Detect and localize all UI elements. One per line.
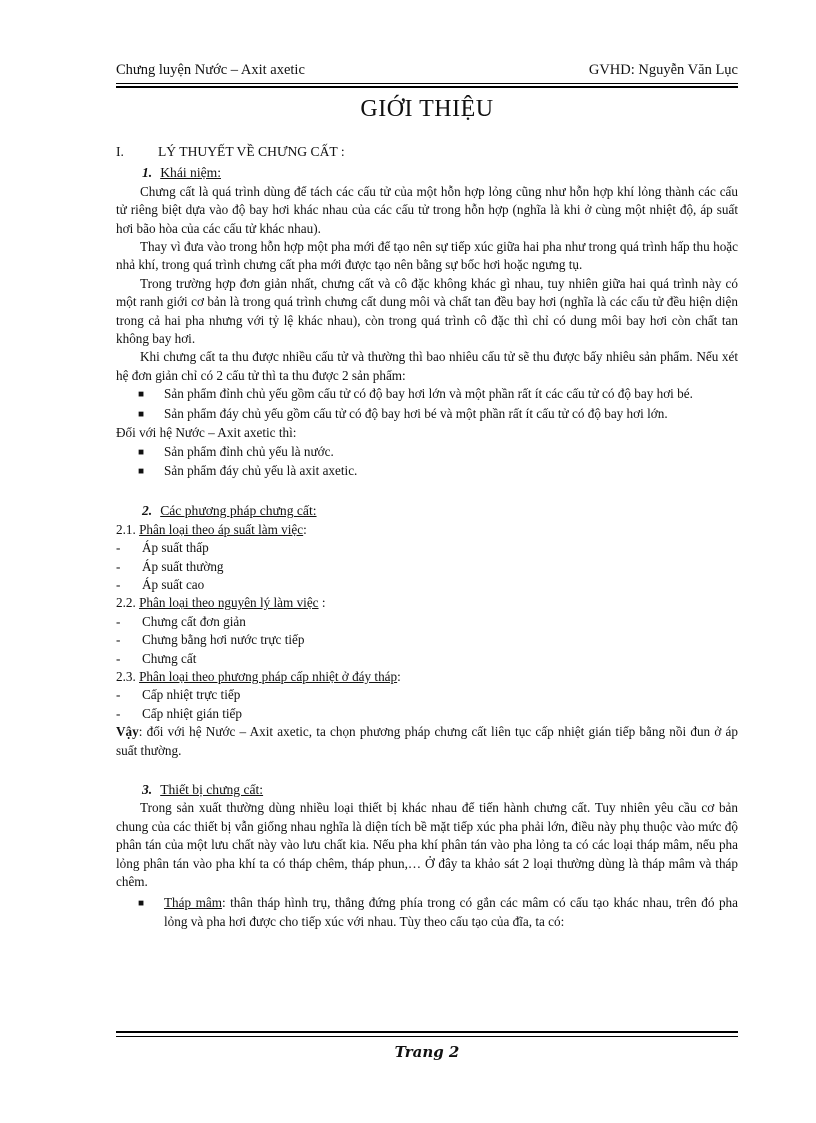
dash-item-text: Áp suất thường <box>142 558 224 574</box>
page-number: Trang 2 <box>394 1043 460 1061</box>
paragraph: Trong trường hợp đơn giản nhất, chưng cất và cô đặc không khác gì nhau, tuy nhiên giữa hai quá trình này có một ranh giới cơ bản là trong quá trình chưng cất dung môi và chất tan đều bay hơi (nghĩa là các cấu tử đều hiện diện trong cả hai pha nhưng với tỷ lệ khác nhau), còn trong quá trình cô đặc thì chỉ có dung môi bay hơi còn chất tan không bay hơi. <box>116 275 738 347</box>
dash-item-text: Cấp nhiệt trực tiếp <box>142 687 241 703</box>
header-rule-thin <box>116 83 738 84</box>
classification-title: Phân loại theo áp suất làm việc <box>139 521 304 537</box>
dash-item: - Chưng cất đơn giản <box>116 613 738 631</box>
classification-title: Phân loại theo phương pháp cấp nhiệt ở đáy tháp <box>139 668 398 684</box>
dash-item: - Áp suất cao <box>116 576 738 594</box>
footer-rule-thick <box>116 1031 738 1033</box>
subsection-heading-2 <box>142 502 738 520</box>
dash-item-text: Chưng bằng hơi nước trực tiếp <box>142 632 305 648</box>
square-bullet-icon: ■ <box>138 465 145 477</box>
dash-item: - Chưng cất <box>116 650 738 668</box>
paragraph: Khi chưng cất ta thu được nhiều cấu tử và thường thì bao nhiêu cấu tử sẽ thu được bấy nhiêu sản phẩm. Nếu xét hệ đơn giản chỉ có 2 cấu tử thì ta thu được 2 sản phẩm: <box>116 349 738 383</box>
header-instructor: GVHD: Nguyễn Văn Lục <box>588 62 738 78</box>
conclusion-text: : đối với hệ Nước – Axit axetic, ta chọn phương pháp chưng cất liên tục cấp nhiệt gián tiếp bằng nồi đun ở áp suất thường. <box>116 724 738 758</box>
classification-number: 2.1. <box>116 521 136 537</box>
paragraph: Trong sản xuất thường dùng nhiều loại thiết bị khác nhau để tiến hành chưng cất. Tuy nhiên yêu cầu cơ bản chung của các thiết bị vẫn giống nhau nghĩa là diện tích bề mặt tiếp xúc pha phải lớn, điều này phụ thuộc vào mức độ phân tán của một lưu chất này vào lưu chất kia. Nếu pha khí phân tán vào pha lỏng ta có các loại tháp mâm, nếu pha lỏng phân tán vào pha khí ta có tháp chêm, tháp phun,… Ở đây ta khảo sát 2 loại thường dùng là tháp mâm và tháp chêm. <box>116 800 738 890</box>
classification-heading: 2.2. Phân loại theo nguyên lý làm việc : <box>116 595 326 611</box>
paragraph: Chưng cất là quá trình dùng để tách các cấu tử của một hỗn hợp lỏng cũng như hỗn hợp khí lỏng thành các cấu tử riêng biệt dựa vào độ bay hơi khác nhau của các cấu tử trong hỗn hợp (nghĩa là khi ở cùng một nhiệt độ, áp suất hơi bão hòa của các cấu tử khác nhau). <box>116 183 738 236</box>
bullet-text: Sản phẩm đỉnh chủ yếu gồm cấu tử có độ bay hơi lớn và một phần rất ít các cấu tử có độ bay hơi bé. <box>164 386 693 402</box>
header-course-title: Chưng luyện Nước – Axit axetic <box>116 62 305 78</box>
dash-item: - Cấp nhiệt gián tiếp <box>116 705 738 723</box>
section-heading <box>116 143 738 161</box>
dash-item: - Áp suất thường <box>116 558 738 576</box>
document-body <box>116 143 738 931</box>
square-bullet-icon: ■ <box>138 446 145 458</box>
bullet-text <box>164 894 738 931</box>
bullet-item <box>138 405 738 424</box>
dash-item-text: Chưng cất đơn giản <box>142 613 246 629</box>
paragraph: Thay vì đưa vào trong hỗn hợp một pha mới để tạo nên sự tiếp xúc giữa hai pha như trong quá trình hấp thu hoặc nhả khí, trong quá trình chưng cất pha mới được tạo nên bằng sự bốc hơi hoặc ngưng tụ. <box>116 239 738 273</box>
dash-item-text: Áp suất thấp <box>142 540 209 556</box>
bullet-text: Sản phẩm đỉnh chủ yếu là nước. <box>164 443 334 459</box>
page-header <box>116 60 738 82</box>
conclusion-paragraph <box>116 723 738 760</box>
subsection-title: Các phương pháp chưng cất: <box>160 503 317 519</box>
subsection-title: Thiết bị chưng cất: <box>160 782 264 797</box>
section-title: LÝ THUYẾT VỀ CHƯNG CẤT : <box>158 144 345 159</box>
bullet-item <box>138 443 738 462</box>
bullet-term: Tháp mâm <box>164 895 222 911</box>
subsection-number: 2. <box>142 503 153 519</box>
bullet-text: Sản phẩm đáy chủ yếu gồm cấu tử có độ bay hơi bé và một phần rất ít cấu tử có độ bay hơi lớn. <box>164 405 668 421</box>
square-bullet-icon: ■ <box>138 408 145 420</box>
subsection-heading-1 <box>142 164 738 182</box>
footer-rule-thin <box>116 1036 738 1037</box>
bullet-item <box>138 894 738 931</box>
square-bullet-icon: ■ <box>138 389 145 401</box>
header-rule-thick <box>116 86 738 88</box>
dash-item: - Chưng bằng hơi nước trực tiếp <box>116 631 738 649</box>
dash-item: - Áp suất thấp <box>116 539 738 557</box>
subsection-heading-3 <box>142 781 738 799</box>
dash-item-text: Cấp nhiệt gián tiếp <box>142 705 242 721</box>
subsection-title: Khái niệm: <box>160 165 221 181</box>
conclusion-label: Vậy <box>116 724 139 740</box>
dash-item: - Cấp nhiệt trực tiếp <box>116 686 738 704</box>
bullet-item <box>138 385 738 404</box>
page-title: GIỚI THIỆU <box>360 96 494 122</box>
bullet-item <box>138 462 738 481</box>
dash-item-text: Áp suất cao <box>142 576 205 592</box>
subsection-number: 3. <box>142 782 153 797</box>
square-bullet-icon: ■ <box>138 898 145 910</box>
classification-heading: 2.3. Phân loại theo phương pháp cấp nhiệt ở đáy tháp: <box>116 668 401 684</box>
paragraph: Đối với hệ Nước – Axit axetic thì: <box>116 425 297 441</box>
section-number: I. <box>116 144 124 159</box>
bullet-text: Sản phẩm đáy chủ yếu là axit axetic. <box>164 462 358 478</box>
classification-title: Phân loại theo nguyên lý làm việc <box>139 595 319 611</box>
subsection-number: 1. <box>142 165 153 181</box>
classification-number: 2.2. <box>116 595 136 611</box>
dash-item-text: Chưng cất <box>142 650 197 666</box>
classification-number: 2.3. <box>116 668 136 684</box>
classification-heading: 2.1. Phân loại theo áp suất làm việc: <box>116 521 307 537</box>
bullet-description: : thân tháp hình trụ, thẳng đứng phía trong có gắn các mâm có cấu tạo khác nhau, trên đó pha lỏng và pha hơi được cho tiếp xúc với nhau. Tùy theo cấu tạo của đĩa, ta có: <box>164 895 738 929</box>
